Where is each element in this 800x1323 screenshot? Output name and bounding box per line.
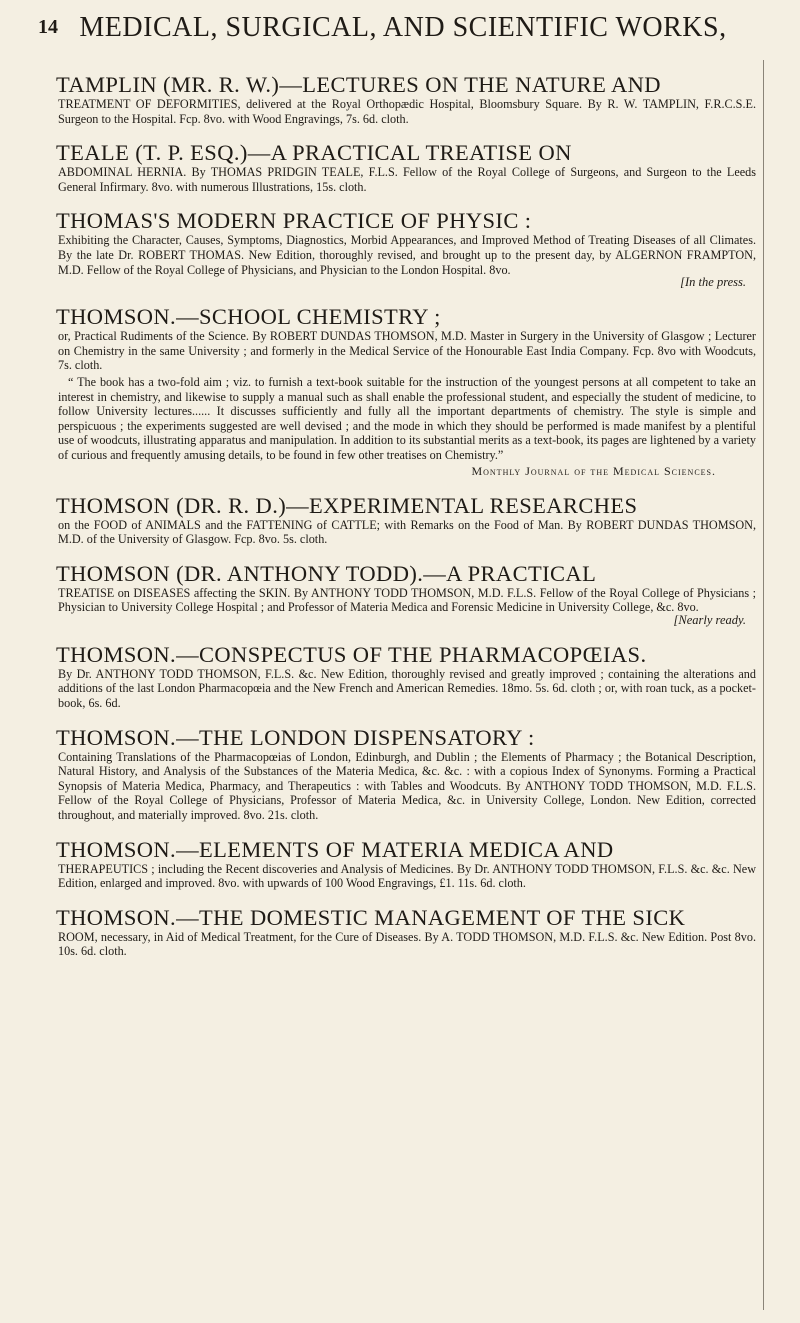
entry-title: THOMSON (DR. R. D.)—EXPERIMENTAL RESEARCHES: [56, 492, 638, 518]
right-margin-rule: [763, 60, 764, 1310]
page-header: [38, 8, 768, 48]
catalogue-entry: [56, 140, 756, 194]
page-number: 14: [38, 16, 58, 38]
catalogue-entry: [56, 493, 756, 547]
review-quote: [58, 375, 756, 479]
entry-note: [In the press.: [680, 275, 746, 290]
running-title: MEDICAL, SURGICAL, AND SCIENTIFIC WORKS,: [79, 12, 727, 43]
entry-title: TEALE (T. P. ESQ.)—A PRACTICAL TREATISE ON: [56, 140, 572, 166]
entry-description: THERAPEUTICS ; including the Recent discoveries and Analysis of Medicines. By Dr. ANTHONY TODD THOMSON, F.L.S. &c. &c. New Edition, enlarged and improved. 8vo. with upwards of 100 Wood Engravings, £1. 11s. 6d. cloth.: [58, 861, 756, 891]
catalogue-entry: [56, 905, 756, 959]
catalogue-entry: [56, 642, 756, 711]
entry-description: ROOM, necessary, in Aid of Medical Treatment, for the Cure of Diseases. By A. TODD THOMSON, M.D. F.L.S. &c. New Edition. Post 8vo. 10s. 6d. cloth.: [58, 929, 756, 959]
entry-title: THOMSON (DR. ANTHONY TODD).—A PRACTICAL: [56, 560, 597, 586]
entry-description: Exhibiting the Character, Causes, Symptoms, Diagnostics, Morbid Appearances, and Improved Method of Treating Diseases of all Climates. By the late Dr. ROBERT THOMAS. New Edition, thoroughly revised, and brought up to the present day, by ALGERNON FRAMPTON, M.D. Fellow of the Royal College of Physicians, and Physician to the London Hospital. 8vo.: [58, 233, 756, 277]
entry-title: THOMSON.—THE DOMESTIC MANAGEMENT OF THE SICK: [56, 904, 686, 930]
entry-description: TREATMENT OF DEFORMITIES, delivered at the Royal Orthopædic Hospital, Bloomsbury Square. By R. W. TAMPLIN, F.R.C.S.E. Surgeon to the Hospital. Fcp. 8vo. with Wood Engravings, 7s. 6d. cloth.: [58, 97, 756, 126]
entry-title: THOMSON.—SCHOOL CHEMISTRY ;: [56, 304, 441, 330]
review-quote-text: “ The book has a two-fold aim ; viz. to furnish a text-book suitable for the instruction of the youngest persons at all competent to take an interest in chemistry, and likewise to supply a manual such as shall enable the professional student, and especially the student of medicine, to follow University lectures...... It discusses sufficiently and fully all the important departments of chemistry. The style is simple and perspicuous ; the experiments suggested are well devised ; and the mode in which they should be performed is made manifest by a plentiful use of woodcuts, illustrating apparatus and manipulation. In addition to its substantial merits as a text-book, its pages are lightened by a variety of curious and frequently amusing details, to be found in few other treatises on Chemistry.”: [58, 374, 756, 462]
entry-description: By Dr. ANTHONY TODD THOMSON, F.L.S. &c. New Edition, thoroughly revised and greatly improved ; containing the alterations and additions of the last London Pharmacopœia and the New French and American Remedies. 18mo. 5s. 6d. cloth ; or, with roan tuck, as a pocket-book, 6s. 6d.: [58, 666, 756, 711]
entry-description: ABDOMINAL HERNIA. By THOMAS PRIDGIN TEALE, F.L.S. Fellow of the Royal College of Surgeons, and Surgeon to the Leeds General Infirmary. 8vo. with numerous Illustrations, 15s. cloth.: [58, 165, 756, 194]
entry-title: THOMSON.—CONSPECTUS OF THE PHARMACOPŒIAS.: [56, 641, 647, 667]
catalogue-entries: [56, 72, 756, 973]
entry-title: THOMAS'S MODERN PRACTICE OF PHYSIC :: [56, 208, 532, 234]
catalogue-entry: [56, 561, 756, 628]
entry-description: TREATISE on DISEASES affecting the SKIN. By ANTHONY TODD THOMSON, M.D. F.L.S. Fellow of the Royal College of Physicians ; Physician to University College Hospital ; and Professor of Materia Medica and Forensic Medicine in University College, &c. 8vo.: [58, 585, 756, 615]
entry-title: TAMPLIN (MR. R. W.)—LECTURES ON THE NATURE AND: [56, 72, 661, 97]
entry-note: [Nearly ready.: [673, 612, 746, 627]
catalogue-entry: [56, 304, 756, 478]
entry-description: on the FOOD of ANIMALS and the FATTENING of CATTLE; with Remarks on the Food of Man. By ROBERT DUNDAS THOMSON, M.D. of the University of Glasgow. Fcp. 8vo. 5s. cloth.: [58, 517, 756, 547]
catalogue-entry: [56, 837, 756, 891]
entry-title: THOMSON.—ELEMENTS OF MATERIA MEDICA AND: [56, 836, 614, 862]
entry-description: Containing Translations of the Pharmacopœias of London, Edinburgh, and Dublin ; the Elements of Pharmacy ; the Botanical Description, Natural History, and Analysis of the Substances of the Materia Medica, &c. &c. : with a copious Index of Synonyms. Forming a Practical Synopsis of Materia Medica, Pharmacy, and Therapeutics : with Tables and Woodcuts. By ANTHONY TODD THOMSON, M.D. F.L.S. Fellow of the Royal College of Physicians, Professor of Materia Medica, &c. in University College, London. New Edition, corrected throughout, and materially improved. 8vo. 21s. cloth.: [58, 749, 756, 823]
catalogue-entry: [56, 72, 756, 126]
entry-description: or, Practical Rudiments of the Science. By ROBERT DUNDAS THOMSON, M.D. Master in Surgery in the University of Glasgow ; Lecturer on Chemistry in the same University ; and formerly in the Medical Service of the Honourable East India Company. Fcp. 8vo with Woodcuts, 7s. cloth.: [58, 329, 756, 373]
catalogue-entry: [56, 208, 756, 290]
review-quote-source: Monthly Journal of the Medical Sciences.: [471, 463, 716, 478]
catalogue-entry: [56, 725, 756, 823]
entry-title: THOMSON.—THE LONDON DISPENSATORY :: [56, 724, 535, 750]
